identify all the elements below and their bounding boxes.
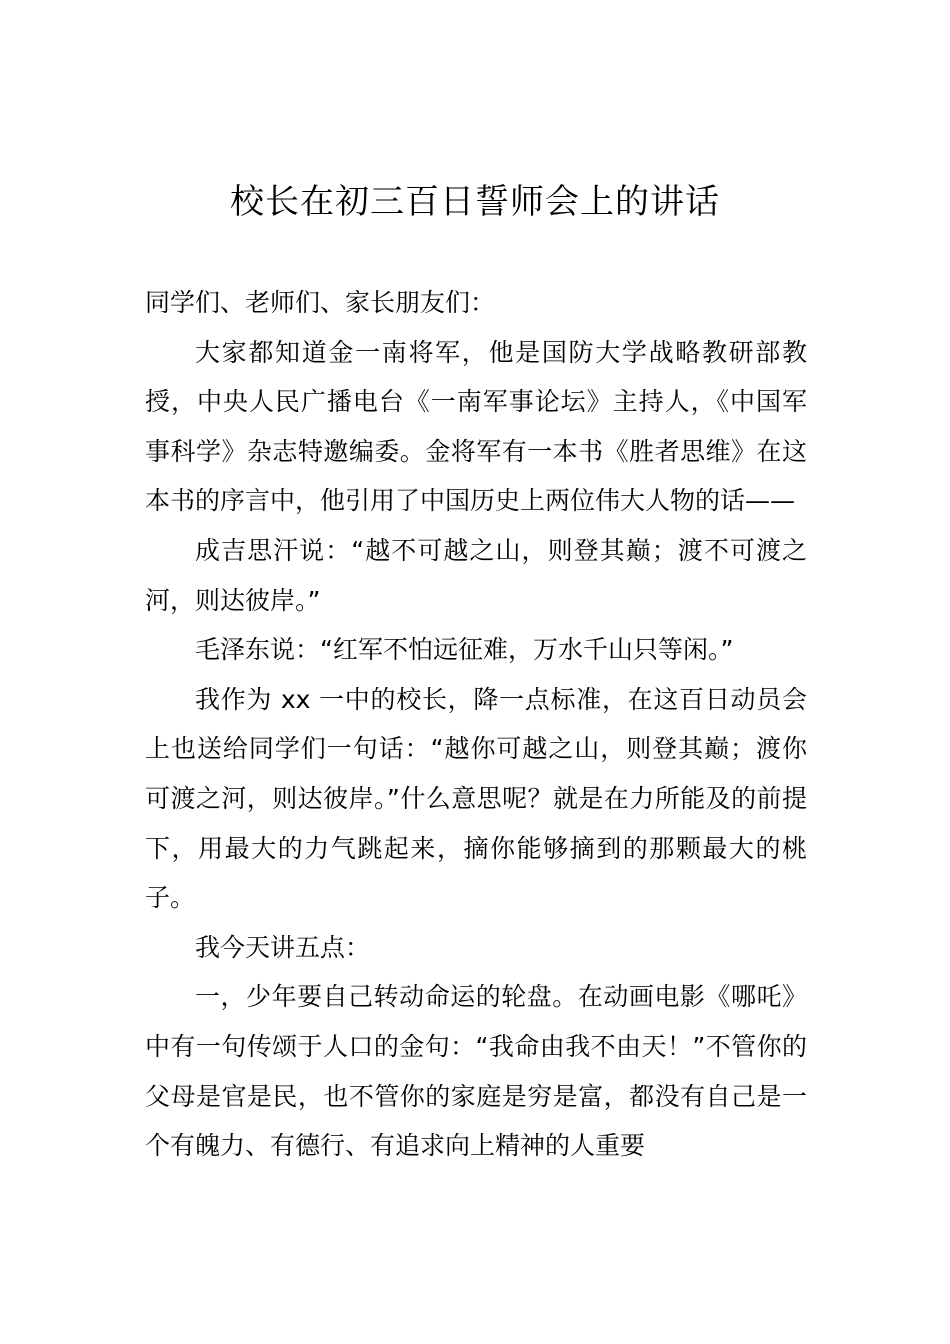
paragraph-mao-quote: 毛泽东说：“红军不怕远征难，万水千山只等闲。” [195, 635, 734, 665]
document-title: 校长在初三百日誓师会上的讲话 [230, 182, 720, 222]
paragraph-principal-words: 我作为 xx 一中的校长，降一点标准，在这百日动员会上也送给同学们一句话：“越你可越之山，则登其巅；渡你可渡之河，则达彼岸。”什么意思呢？就是在力所能及的前提下，用最大的力气跳起来，摘你能够摘到的那颗最大的桃子。 [145, 684, 807, 913]
paragraph-point-one: 一，少年要自己转动命运的轮盘。在动画电影《哪吒》中有一句传颂于人口的金句：“我命由我不由天！”不管你的父母是官是民，也不管你的家庭是穷是富，都没有自己是一个有魄力、有德行、有追求向上精神的人重要 [145, 982, 807, 1161]
paragraph-intro: 大家都知道金一南将军，他是国防大学战略教研部教授，中央人民广播电台《一南军事论坛》主持人，《中国军事科学》杂志特邀编委。金将军有一本书《胜者思维》在这本书的序言中，他引用了中国历史上两位伟大人物的话—— [145, 337, 807, 516]
document-body [145, 278, 807, 1171]
paragraph-five-points: 我今天讲五点： [195, 932, 371, 962]
salutation: 同学们、老师们、家长朋友们： [145, 288, 496, 317]
paragraph-genghis-quote: 成吉思汗说：“越不可越之山，则登其巅；渡不可渡之河，则达彼岸。” [145, 535, 807, 615]
